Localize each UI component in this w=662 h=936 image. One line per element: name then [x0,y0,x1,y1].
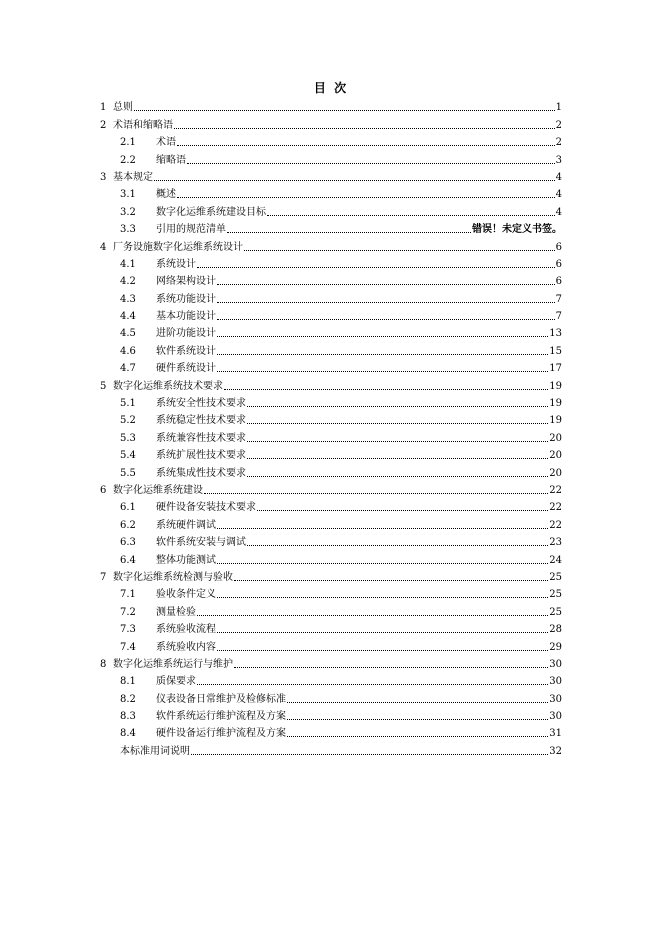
toc-entry-page-number: 4 [555,206,562,218]
toc-entry[interactable] [100,427,562,444]
toc-entry[interactable] [100,532,562,549]
toc-entry-label: 缩略语 [156,154,186,166]
toc-entry[interactable] [100,358,562,375]
toc-entry[interactable] [100,740,562,757]
toc-dot-leader [247,458,548,459]
toc-entry-page-number: 2 [555,137,562,149]
toc-entry[interactable] [100,671,562,688]
toc-entry[interactable] [100,393,562,410]
toc-entry-label: 基本功能设计 [156,311,216,323]
toc-dot-leader [247,441,548,442]
toc-entry-page-number: 25 [549,589,562,601]
toc-entry-page-number: 25 [549,571,562,583]
toc-entry-page-number: 22 [549,484,562,496]
toc-entry-page-number: 1 [555,102,562,114]
toc-entry-page-number: 25 [549,606,562,618]
toc-entry-number: 3.1 [120,189,136,201]
toc-entry-label: 数字化运维系统检测与验收 [113,571,233,583]
toc-entry-page-number: 7 [555,311,562,323]
toc-dot-leader [134,110,555,111]
toc-entry-label: 硬件系统设计 [156,363,216,375]
toc-entry[interactable] [100,340,562,357]
toc-entry-label: 软件系统设计 [156,345,216,357]
toc-entry-label: 系统验收内容 [156,641,216,653]
toc-entry[interactable] [100,567,562,584]
toc-entry[interactable] [100,323,562,340]
toc-entry[interactable] [100,723,562,740]
toc-dot-leader [197,684,548,685]
toc-dot-leader [217,336,548,337]
toc-entry-number: 5.3 [120,432,136,444]
toc-entry[interactable] [100,445,562,462]
toc-entry[interactable] [100,549,562,566]
toc-entry-label: 数字化运维系统运行与维护 [113,658,233,670]
toc-dot-leader [247,406,548,407]
toc-entry-label: 术语和缩略语 [113,119,173,131]
toc-entry-page-number: 6 [555,258,562,270]
toc-entry[interactable] [100,149,562,166]
toc-entry-page-number: 2 [555,119,562,131]
toc-dot-leader [234,667,548,668]
toc-entry[interactable] [100,97,562,114]
toc-entry[interactable] [100,497,562,514]
toc-entry-label: 进阶功能设计 [156,328,216,340]
toc-entry-number: 4.4 [120,311,136,323]
toc-entry[interactable] [100,584,562,601]
toc-entry-label: 仪表设备日常维护及检修标准 [156,693,286,705]
toc-entry-number: 4.6 [120,345,136,357]
toc-dot-leader [217,597,548,598]
toc-entry-page-number: 3 [555,154,562,166]
toc-entry-label: 质保要求 [156,676,196,688]
toc-entry-number: 5 [100,380,107,392]
toc-dot-leader [217,319,555,320]
toc-entry[interactable] [100,480,562,497]
toc-entry-label: 系统功能设计 [156,293,216,305]
toc-entry-page-number: 24 [549,554,562,566]
toc-dot-leader [197,615,548,616]
toc-dot-leader [217,632,548,633]
toc-entry[interactable] [100,306,562,323]
toc-dot-leader [227,232,471,233]
toc-entry-number: 8.2 [120,693,136,705]
toc-entry-number: 4 [100,241,107,253]
toc-entry-number: 6.2 [120,519,136,531]
toc-entry-number: 1 [100,102,107,114]
toc-entry-number: 4.2 [120,276,136,288]
toc-entry[interactable] [100,236,562,253]
toc-entry[interactable] [100,271,562,288]
toc-dot-leader [187,163,555,164]
toc-dot-leader [217,371,548,372]
toc-entry-label: 引用的规范清单 [156,224,226,236]
toc-entry[interactable] [100,288,562,305]
toc-entry-page-number: 7 [555,293,562,305]
toc-dot-leader [247,545,548,546]
toc-entry-page-number: 30 [549,658,562,670]
toc-entry-number: 8.1 [120,676,136,688]
toc-entry-number: 8 [100,658,107,670]
toc-entry-page-number: 31 [549,728,562,740]
toc-entry-label: 基本规定 [113,171,153,183]
toc-dot-leader [197,267,555,268]
toc-entry-number: 5.2 [120,415,136,427]
toc-entry-page-number: 32 [549,745,562,757]
toc-entry-number: 8.3 [120,711,136,723]
toc-entry-number: 4.5 [120,328,136,340]
toc-entry-number: 2 [100,119,107,131]
toc-entry-label: 测量检验 [156,606,196,618]
toc-entry-number: 7.2 [120,606,136,618]
toc-entry-number: 8.4 [120,728,136,740]
toc-dot-leader [247,476,548,477]
toc-entry-number: 5.5 [120,467,136,479]
toc-entry[interactable] [100,619,562,636]
toc-dot-leader [204,493,548,494]
toc-entry-label: 网络架构设计 [156,276,216,288]
toc-dot-leader [174,128,555,129]
toc-entry-page-number: 13 [549,328,562,340]
toc-entry-number: 3.2 [120,206,136,218]
toc-entry-page-number: 6 [555,241,562,253]
toc-entry[interactable] [100,254,562,271]
toc-entry-page-number: 22 [549,502,562,514]
toc-entry[interactable] [100,167,562,184]
toc-dot-leader [177,197,555,198]
toc-entry-number: 4.1 [120,258,136,270]
toc-entry-number: 7 [100,571,107,583]
toc-entry-label: 系统集成性技术要求 [156,467,246,479]
toc-entry[interactable] [100,219,562,236]
toc-entry-page-number: 错误！未定义书签。 [472,224,562,236]
toc-entry-page-number: 30 [549,693,562,705]
toc-entry-page-number: 4 [555,189,562,201]
toc-entry-label: 系统验收流程 [156,624,216,636]
toc-dot-leader [217,354,548,355]
toc-entry-page-number: 19 [549,380,562,392]
toc-entry-number: 3.3 [120,224,136,236]
toc-entry-label: 系统扩展性技术要求 [156,450,246,462]
toc-entry-label: 软件系统安装与调试 [156,537,246,549]
toc-entry-number: 2.1 [120,137,136,149]
table-of-contents [100,97,562,758]
toc-entry[interactable] [100,410,562,427]
toc-entry-page-number: 23 [549,537,562,549]
toc-entry-number: 3 [100,171,107,183]
toc-entry-page-number: 22 [549,519,562,531]
toc-entry[interactable] [100,114,562,131]
toc-entry-page-number: 20 [549,432,562,444]
toc-entry[interactable] [100,132,562,149]
toc-entry-label: 硬件设备运行维护流程及方案 [156,728,286,740]
toc-entry-number: 6.1 [120,502,136,514]
toc-dot-leader [234,580,548,581]
toc-entry[interactable] [100,462,562,479]
toc-entry-label: 系统稳定性技术要求 [156,415,246,427]
toc-title: 目 次 [313,81,349,95]
toc-dot-leader [154,180,555,181]
toc-entry-number: 4.7 [120,363,136,375]
toc-entry-label: 系统兼容性技术要求 [156,432,246,444]
toc-dot-leader [287,736,548,737]
toc-entry-number: 4.3 [120,293,136,305]
toc-dot-leader [217,528,548,529]
toc-entry-number: 7.1 [120,589,136,601]
toc-dot-leader [244,250,555,251]
toc-entry-label: 系统设计 [156,258,196,270]
toc-entry-label: 数字化运维系统建设 [113,484,203,496]
toc-entry-page-number: 29 [549,641,562,653]
toc-entry-label: 硬件设备安装技术要求 [156,502,256,514]
toc-entry[interactable] [100,654,562,671]
toc-entry-page-number: 19 [549,398,562,410]
toc-entry-number: 6.3 [120,537,136,549]
toc-entry-label: 验收条件定义 [156,589,216,601]
toc-entry-label: 概述 [156,189,176,201]
toc-dot-leader [267,215,555,216]
toc-entry-number: 7.4 [120,641,136,653]
toc-entry-page-number: 4 [555,171,562,183]
toc-entry-page-number: 30 [549,711,562,723]
toc-entry-page-number: 28 [549,624,562,636]
toc-entry[interactable] [100,706,562,723]
toc-entry-label: 数字化运维系统建设目标 [156,206,266,218]
toc-dot-leader [217,284,555,285]
toc-entry-label: 整体功能测试 [156,554,216,566]
toc-entry[interactable] [100,601,562,618]
toc-entry-number: 6 [100,484,107,496]
toc-entry-number: 5.4 [120,450,136,462]
toc-dot-leader [217,563,548,564]
toc-dot-leader [287,719,548,720]
toc-entry-number: 7.3 [120,624,136,636]
toc-entry-page-number: 20 [549,450,562,462]
toc-dot-leader [287,702,548,703]
toc-dot-leader [224,389,548,390]
toc-entry-number: 5.1 [120,398,136,410]
toc-entry-page-number: 6 [555,276,562,288]
toc-entry[interactable] [100,636,562,653]
toc-entry-label: 术语 [156,137,176,149]
toc-dot-leader [217,302,555,303]
toc-entry[interactable] [100,688,562,705]
toc-entry-number: 6.4 [120,554,136,566]
toc-dot-leader [247,423,548,424]
toc-dot-leader [191,754,548,755]
toc-entry-label: 厂务设施数字化运维系统设计 [113,241,243,253]
toc-entry-number: 2.2 [120,154,136,166]
toc-entry-label: 本标准用词说明 [120,745,190,757]
toc-entry-page-number: 15 [549,345,562,357]
toc-entry-page-number: 30 [549,676,562,688]
toc-dot-leader [257,510,548,511]
toc-entry-label: 系统安全性技术要求 [156,398,246,410]
toc-entry[interactable] [100,514,562,531]
toc-entry[interactable] [100,184,562,201]
toc-entry-page-number: 19 [549,415,562,427]
toc-entry[interactable] [100,201,562,218]
toc-entry[interactable] [100,375,562,392]
toc-dot-leader [177,145,555,146]
toc-entry-label: 总则 [113,102,133,114]
toc-entry-page-number: 20 [549,467,562,479]
toc-entry-label: 数字化运维系统技术要求 [113,380,223,392]
toc-entry-page-number: 17 [549,363,562,375]
toc-dot-leader [217,650,548,651]
toc-entry-label: 系统硬件调试 [156,519,216,531]
toc-entry-label: 软件系统运行维护流程及方案 [156,711,286,723]
